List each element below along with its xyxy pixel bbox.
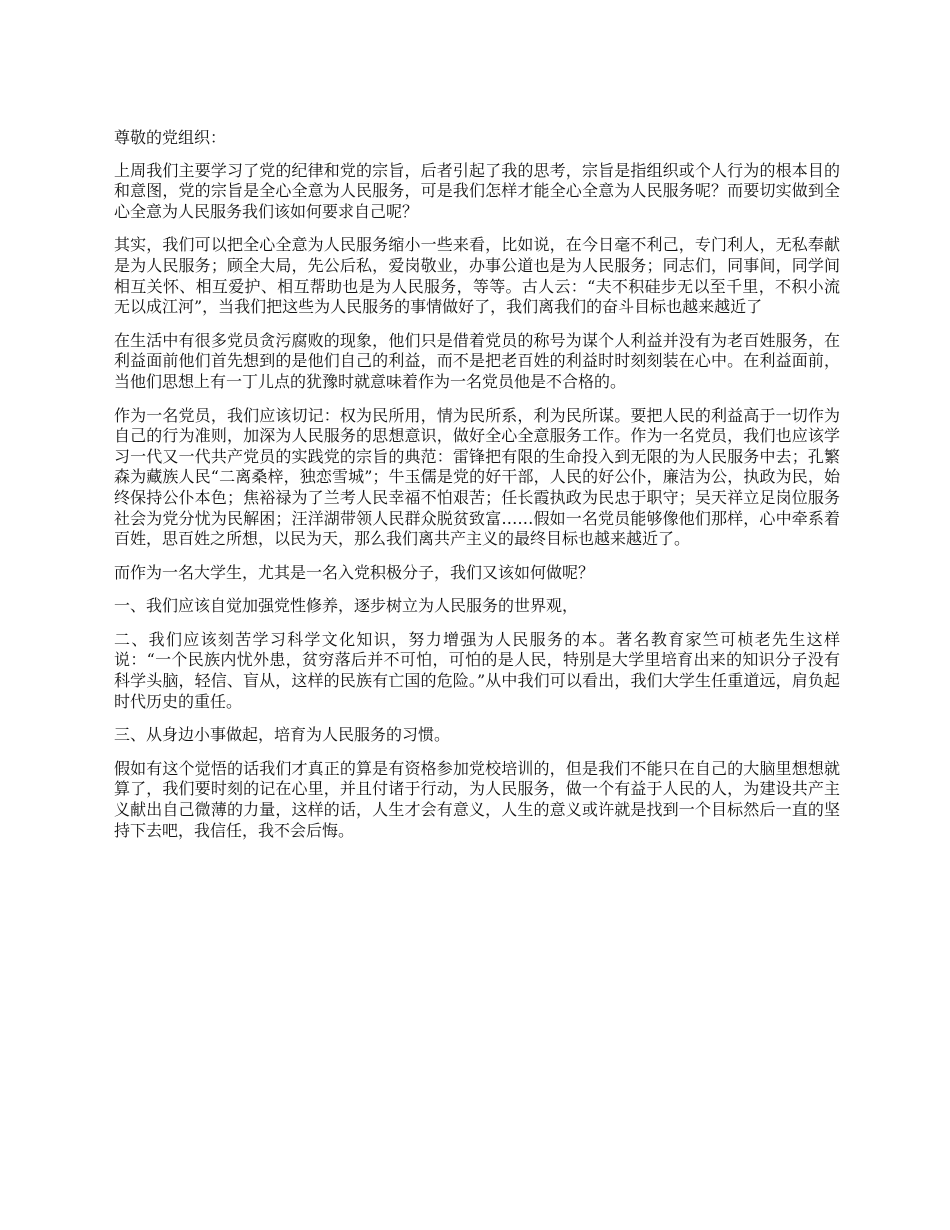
paragraph-8: 三、从身边小事做起，培育为人民服务的习惯。 [114,725,451,745]
paragraph-3: 在生活中有很多党员贪污腐败的现象，他们只是借着党员的称号为谋个人利益并没有为老百姓服务，在利益面前他们首先想到的是他们自己的利益，而不是把老百姓的利益时时刻刻装在心中。在利益面前，当他们思想上有一丁儿点的犹豫时就意味着作为一名党员他是不合格的。 [114,330,840,391]
document-body [114,128,840,854]
paragraph-6: 一、我们应该自觉加强党性修养，逐步树立为人民服务的世界观， [114,596,579,616]
paragraph-5: 而作为一名大学生，尤其是一名入党积极分子，我们又该如何做呢？ [114,562,595,582]
paragraph-9: 假如有这个觉悟的话我们才真正的算是有资格参加党校培训的，但是我们不能只在自己的大脑里想想就算了，我们要时刻的记在心里，并且付诸于行动，为人民服务，做一个有益于人民的人，为建设共产主义献出自己微薄的力量，这样的话，人生才会有意义，人生的意义或许就是找到一个目标然后一直的坚持下去吧，我信任，我不会后悔。 [114,758,840,840]
paragraph-7: 二、我们应该刻苦学习科学文化知识，努力增强为人民服务的本。著名教育家竺可桢老先生这样说：“一个民族内忧外患，贫穷落后并不可怕，可怕的是人民，特别是大学里培育出来的知识分子没有科学头脑，轻信、盲从，这样的民族有亡国的危险。”从中我们可以看出，我们大学生任重道远，肩负起时代历史的重任。 [114,629,840,711]
paragraph-1: 上周我们主要学习了党的纪律和党的宗旨，后者引起了我的思考，宗旨是指组织或个人行为的根本目的和意图，党的宗旨是全心全意为人民服务，可是我们怎样才能全心全意为人民服务呢？而要切实做到全心全意为人民服务我们该如何要求自己呢？ [114,160,840,221]
salutation: 尊敬的党组织： [114,128,227,147]
paragraph-2: 其实，我们可以把全心全意为人民服务缩小一些来看，比如说，在今日毫不利己，专门利人，无私奉献是为人民服务；顾全大局，先公后私，爱岗敬业，办事公道也是为人民服务；同志们，同事间，同学间相互关怀、相互爱护、相互帮助也是为人民服务，等等。古人云：“夫不积硅步无以至千里，不积小流无以成江河”，当我们把这些为人民服务的事情做好了，我们离我们的奋斗目标也越来越近了 [114,235,840,317]
paragraph-4: 作为一名党员，我们应该切记：权为民所用，情为民所系，利为民所谋。要把人民的利益高于一切作为自己的行为准则，加深为人民服务的思想意识，做好全心全意服务工作。作为一名党员，我们也应该学习一代又一代共产党员的实践党的宗旨的典范：雷锋把有限的生命投入到无限的为人民服务中去；孔繁森为藏族人民“二离桑梓，独恋雪城”；牛玉儒是党的好干部，人民的好公仆，廉洁为公，执政为民，始终保持公仆本色；焦裕禄为了兰考人民幸福不怕艰苦；任长霞执政为民忠于职守；吴天祥立足岗位服务社会为党分忧为民解困；汪洋湖带领人民群众脱贫致富……假如一名党员能够像他们那样，心中牵系着百姓，思百姓之所想，以民为天，那么我们离共产主义的最终目标也越来越近了。 [114,405,840,549]
